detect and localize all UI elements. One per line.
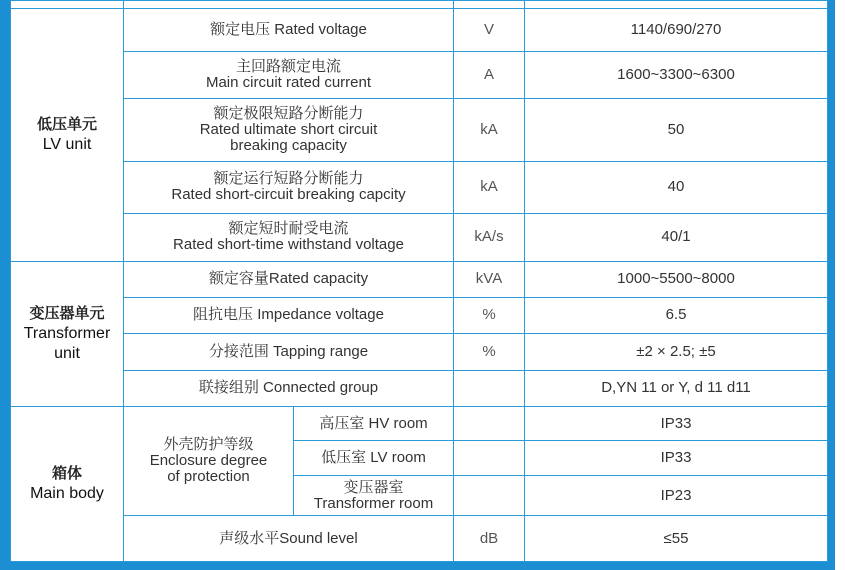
table-row xyxy=(11,9,828,52)
param-value: ±2 × 2.5; ±5 xyxy=(525,334,828,370)
param-unit: kA xyxy=(454,161,525,213)
table-row xyxy=(11,161,828,213)
param-unit: % xyxy=(454,334,525,370)
param-unit xyxy=(454,407,525,441)
param-value: 40 xyxy=(525,161,828,213)
table-row-top xyxy=(11,1,828,9)
right-margin xyxy=(835,0,845,570)
table-row xyxy=(11,99,828,162)
table-row xyxy=(11,370,828,406)
param-value: ≤55 xyxy=(525,516,828,562)
table-row xyxy=(11,516,828,562)
param-value: 50 xyxy=(525,99,828,162)
param-value: 1000~5500~8000 xyxy=(525,262,828,297)
bottom-border xyxy=(0,562,835,570)
param-value: 1600~3300~6300 xyxy=(525,51,828,99)
param-name: 阻抗电压 Impedance voltage xyxy=(124,297,454,333)
spec-table xyxy=(10,0,828,562)
table-row xyxy=(11,262,828,297)
param-value: 40/1 xyxy=(525,213,828,262)
param-value: D,YN 11 or Y, d 11 d11 xyxy=(525,370,828,406)
param-name: 变压器室 Transformer room xyxy=(294,475,454,516)
param-unit: kA/s xyxy=(454,213,525,262)
table-row xyxy=(11,407,828,441)
param-name: 额定运行短路分断能力 Rated short-circuit breaking capcity xyxy=(124,161,454,213)
param-value: IP33 xyxy=(525,441,828,475)
param-unit xyxy=(454,441,525,475)
param-name: 分接范围 Tapping range xyxy=(124,334,454,370)
enclosure-protection-label: 外壳防护等级 Enclosure degree of protection xyxy=(124,407,294,516)
param-unit xyxy=(454,475,525,516)
param-unit: kVA xyxy=(454,262,525,297)
table-row xyxy=(11,334,828,370)
param-name: 额定电压 Rated voltage xyxy=(124,9,454,52)
table-row xyxy=(11,297,828,333)
param-unit: % xyxy=(454,297,525,333)
table-row xyxy=(11,213,828,262)
param-value: 1140/690/270 xyxy=(525,9,828,52)
section-lv-unit: 低压单元 LV unit xyxy=(11,9,124,262)
param-name: 额定短时耐受电流 Rated short-time withstand voltage xyxy=(124,213,454,262)
param-unit xyxy=(454,370,525,406)
param-value: IP33 xyxy=(525,407,828,441)
section-transformer-unit: 变压器单元 Transformer unit xyxy=(11,262,124,407)
param-unit: dB xyxy=(454,516,525,562)
param-name: 声级水平Sound level xyxy=(124,516,454,562)
param-name: 主回路额定电流 Main circuit rated current xyxy=(124,51,454,99)
param-name: 额定极限短路分断能力 Rated ultimate short circuit breaking capacity xyxy=(124,99,454,162)
param-name: 高压室 HV room xyxy=(294,407,454,441)
left-border xyxy=(0,0,10,570)
param-unit: kA xyxy=(454,99,525,162)
param-name: 联接组别 Connected group xyxy=(124,370,454,406)
param-unit: V xyxy=(454,9,525,52)
table-row xyxy=(11,51,828,99)
section-main-body: 箱体 Main body xyxy=(11,407,124,562)
param-name: 额定容量Rated capacity xyxy=(124,262,454,297)
param-name: 低压室 LV room xyxy=(294,441,454,475)
param-value: 6.5 xyxy=(525,297,828,333)
param-unit: A xyxy=(454,51,525,99)
right-border xyxy=(827,0,835,570)
param-value: IP23 xyxy=(525,475,828,516)
